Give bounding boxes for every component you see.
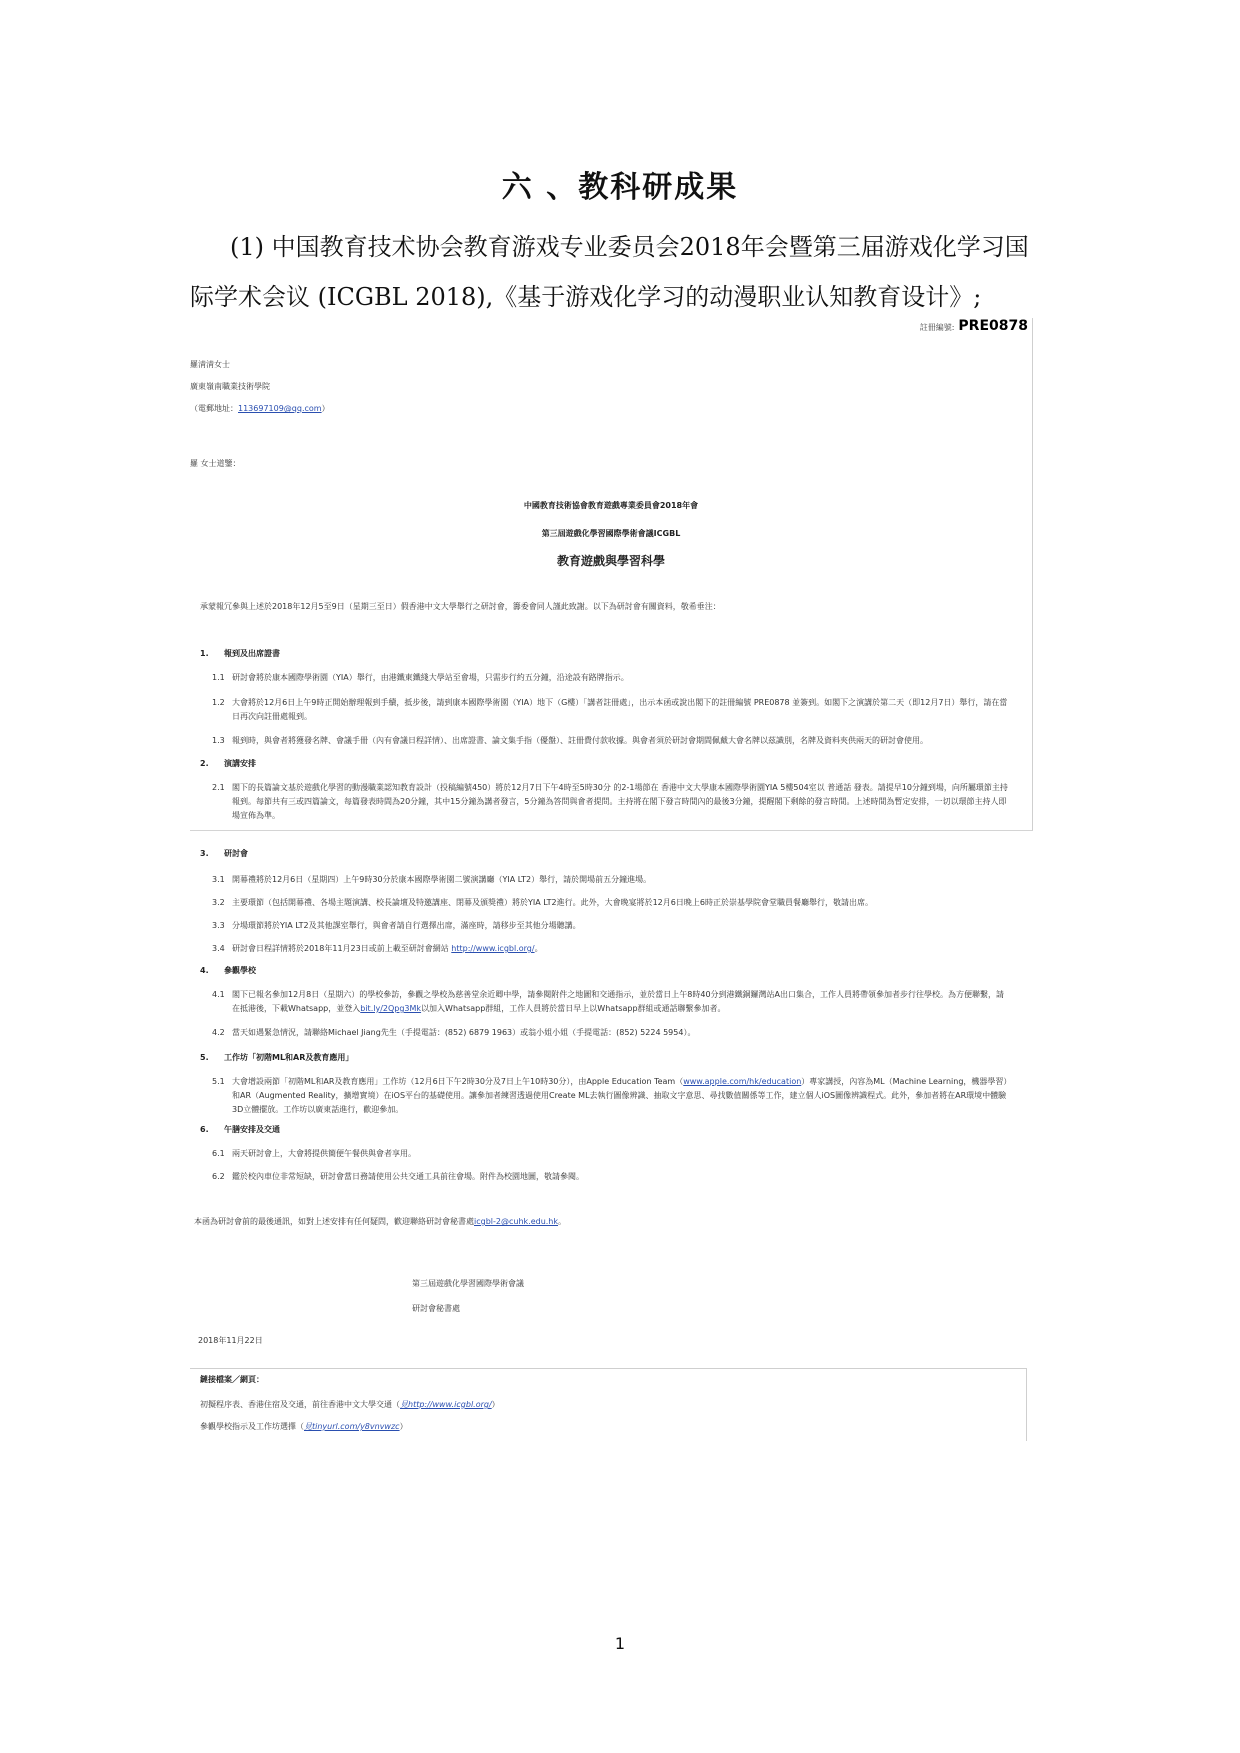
recipient-name: 羅淸淸女士 bbox=[190, 360, 230, 369]
section-heading bbox=[200, 1124, 1020, 1135]
item-number: 3.1 bbox=[212, 875, 225, 884]
item-text: 大會將於12月6日上午9時正開始辦理報到手續，抵步後，請到康本國際學術園（YIA）地下（G樓）「講者註冊處」，出示本函或說出閣下的註冊編號 PRE0878 並簽到。如閣下之演講於第二天（即12月7日）舉行，請在當日再次向註冊處報到。 bbox=[232, 698, 1008, 721]
item-text: 研討會將於康本國際學術園（YIA）舉行，由港鐵東鐵綫大學站至會場，只需步行約五分鐘，沿途設有路牌指示。 bbox=[232, 673, 629, 682]
item-number: 5.1 bbox=[212, 1077, 225, 1086]
recipient-email-link[interactable]: 113697109@qq.com bbox=[238, 404, 322, 413]
item-text: 開幕禮將於12月6日（星期四）上午9時30分於康本國際學術園二號演講廳（YIA LT2）舉行，請於開場前五分鐘進場。 bbox=[232, 875, 652, 884]
list-item bbox=[212, 896, 1012, 910]
intro-paragraph bbox=[190, 222, 1070, 322]
scanned-letter bbox=[190, 318, 1030, 1438]
item-text: 主要環節（包括開幕禮、各場主題演講、校長論壇及特邀講座、閉幕及頒獎禮）將於YIA LT2進行。此外，大會晚宴將於12月6日晚上6時正於崇基學院會堂職員餐廳舉行，敬請出席。 bbox=[232, 898, 873, 907]
link-text: 參觀學校指示及工作坊選擇（ bbox=[200, 1422, 304, 1431]
section-number: 6. bbox=[200, 1125, 209, 1134]
list-item bbox=[212, 671, 1012, 685]
list-item bbox=[212, 781, 1012, 823]
signature-dept: 研討會秘書處 bbox=[412, 1304, 460, 1313]
section-number: 4. bbox=[200, 966, 209, 975]
item-text: 鑑於校內車位非常短缺，研討會當日務請使用公共交通工具前往會場。附件為校園地圖，敬請參閱。 bbox=[232, 1172, 584, 1181]
list-item bbox=[212, 1075, 1012, 1117]
section-number: 2. bbox=[200, 759, 209, 768]
section-label: 工作坊「初階ML和AR及教育應用」 bbox=[224, 1053, 354, 1062]
section-heading bbox=[200, 758, 1020, 769]
list-item bbox=[212, 919, 1012, 933]
letter-heading-3: 教育遊戲與學習科學 bbox=[556, 554, 665, 568]
item-text-part: 大會增設兩節「初階ML和AR及教育應用」工作坊（12月6日下午2時30分及7日上午10時30分），由Apple Education Team（ bbox=[232, 1077, 684, 1086]
section-heading bbox=[200, 1052, 1020, 1063]
email-prefix: （電郵地址： bbox=[190, 404, 238, 413]
item-text bbox=[232, 988, 1010, 1016]
closing-text: 本函為研討會前的最後通訊，如對上述安排有任何疑問，歡迎聯絡研討會秘書處 bbox=[194, 1217, 474, 1226]
list-item bbox=[212, 1147, 1012, 1161]
link-end: ） bbox=[491, 1400, 500, 1409]
list-item bbox=[212, 734, 1012, 748]
apple-link[interactable]: www.apple.com/hk/education bbox=[683, 1077, 802, 1086]
links-heading: 鏈接檔案／網頁： bbox=[200, 1375, 264, 1384]
link-line-2 bbox=[200, 1421, 408, 1432]
item-text-end: 以加入Whatsapp群組，工作人員將於當日早上以Whatsapp群組或通話聯繫參加者。 bbox=[421, 1004, 726, 1013]
letter-heading-1: 中國教育技術協會教育遊戲專業委員會2018年會 bbox=[523, 501, 699, 510]
item-number: 3.3 bbox=[212, 921, 225, 930]
item-text: 當天如遇緊急情況，請聯絡Michael Jiang先生（手提電話：(852) 6879 1963）或翁小姐小姐（手提電話：(852) 5224 5954）。 bbox=[232, 1028, 696, 1037]
ref-label: 註冊編號: bbox=[919, 323, 955, 332]
website-link[interactable]: http://www.icgbl.org/ bbox=[451, 944, 535, 953]
recipient-org: 廣東嶺南職業技術學院 bbox=[190, 382, 270, 391]
recipient-block bbox=[190, 354, 330, 420]
letter-lead: 承蒙報冗參與上述於2018年12月5至9日（星期三至日）假香港中文大學舉行之研討會，籌委會同人謹此致謝。以下為研討會有關資料，敬希垂注： bbox=[200, 602, 721, 611]
item-text: 閣下的長篇論文基於遊戲化學習的動漫職業認知教育設計（投稿編號450）將於12月7日下午4時至5時30分 的2-1場節在 香港中文大學康本國際學術園YIA 5樓504室以 普通話 發表。請提早10分鐘到場，向所屬環節主持報到。每節共有三或四篇論文，每篇發表時間為20分鐘，其中15分鐘為講者發言，5分鐘為答問與會者提問。主持將在閣下發言時間內的最後3分鐘，提醒閣下剩餘的發言時間。上述時間為暫定安排，一切以環節主持人即場宣佈為準。 bbox=[232, 783, 1008, 820]
item-number: 2.1 bbox=[212, 783, 225, 792]
list-item bbox=[212, 873, 1012, 887]
recipient-email-line bbox=[190, 398, 330, 420]
section-label: 研討會 bbox=[224, 849, 248, 858]
item-text: 報到時，與會者將獲發名牌、會議手冊（內有會議日程詳情）、出席證書、論文集手指（優盤）、註冊費付款收據。與會者須於研討會期間佩戴大會名牌以茲識別，名牌及資料夾供兩天的研討會使用。 bbox=[232, 736, 928, 745]
item-text: 兩天研討會上，大會將提供簡便午餐供與會者享用。 bbox=[232, 1149, 416, 1158]
item-text bbox=[232, 942, 1010, 956]
item-number: 1.3 bbox=[212, 736, 225, 745]
list-item bbox=[212, 1170, 1012, 1184]
closing-end: 。 bbox=[558, 1217, 567, 1226]
signature-org: 第三屆遊戲化學習國際學術會議 bbox=[412, 1279, 524, 1288]
letter-date: 2018年11月22日 bbox=[198, 1336, 263, 1345]
intro-line-1: (1) 中国教育技术协会教育游戏专业委员会2018年会暨第三届游戏化学习国 bbox=[230, 233, 1029, 261]
item-number: 4.2 bbox=[212, 1028, 225, 1037]
link-line-1 bbox=[200, 1399, 500, 1410]
letter-heading-2: 第三屆遊戲化學習國際學術會議ICGBL bbox=[541, 529, 681, 538]
item-number: 4.1 bbox=[212, 990, 225, 999]
intro-line-2: 际学术会议 (ICGBL 2018),《基于游戏化学习的动漫职业认知教育设计》; bbox=[190, 283, 982, 311]
item-number: 1.2 bbox=[212, 698, 225, 707]
section-number: 1. bbox=[200, 649, 209, 658]
section-title: 六 、教科研成果 bbox=[501, 170, 739, 205]
ref-code: PRE0878 bbox=[958, 318, 1028, 334]
section-number: 3. bbox=[200, 849, 209, 858]
item-text-end: ）專家講授，內容為ML（Machine Learning，機器學習）和AR（Augmented Reality，擴增實境）在iOS平台的基礎使用。讓參加者練習透過使用Create ML去執行圖像辨識、抽取文字意思、尋找數值關係等工作，建立個人iOS圖像辨識程式。此外，參加者將在AR環境中體驗3D立體擺放。工作坊以廣東話進行，歡迎參加。 bbox=[232, 1077, 1008, 1114]
section-label: 演講安排 bbox=[224, 759, 256, 768]
list-item bbox=[212, 696, 1012, 724]
section-heading bbox=[200, 648, 1020, 659]
page-number: 1 bbox=[614, 1634, 626, 1653]
item-number: 3.4 bbox=[212, 944, 225, 953]
email-suffix: ） bbox=[321, 404, 330, 413]
list-item bbox=[212, 988, 1012, 1016]
section-heading bbox=[200, 848, 1020, 859]
closing-line bbox=[194, 1216, 566, 1227]
tinyurl-link[interactable]: 見tinyurl.com/y8vnvwzc bbox=[304, 1422, 400, 1431]
item-text-part: 閣下已報名參加12月8日（星期六）的學校參訪，參觀之學校為慈善堂余近卿中學，請參閱附件之地圖和交通指示，並於當日上午8時40分到港鐵銅鑼灣站A出口集合，工作人員將帶領參加者步行往學校。為方便聯繫，請在抵港後，下載Whatsapp，並登入 bbox=[232, 990, 1005, 1013]
item-number: 3.2 bbox=[212, 898, 225, 907]
list-item bbox=[212, 1026, 1012, 1040]
whatsapp-link[interactable]: bit.ly/2Qpg3Mk bbox=[360, 1004, 422, 1013]
list-item bbox=[212, 942, 1012, 956]
icgbl-link[interactable]: 見http://www.icgbl.org/ bbox=[400, 1400, 492, 1409]
greeting: 羅 女士道鑒： bbox=[190, 459, 241, 468]
section-heading bbox=[200, 965, 1020, 976]
item-text-end: 。 bbox=[534, 944, 543, 953]
section-label: 參觀學校 bbox=[224, 966, 256, 975]
link-end: ） bbox=[399, 1422, 408, 1431]
item-text: 分場環節將於YIA LT2及其他課室舉行，與會者請自行選擇出席，滿座時，請移步至其他分場聽講。 bbox=[232, 921, 581, 930]
secretariat-email-link[interactable]: icgbl-2@cuhk.edu.hk bbox=[474, 1217, 559, 1226]
section-label: 午膳安排及交通 bbox=[224, 1125, 280, 1134]
section-label: 報到及出席證書 bbox=[224, 649, 280, 658]
item-number: 6.2 bbox=[212, 1172, 225, 1181]
section-number: 5. bbox=[200, 1053, 209, 1062]
item-text-part: 研討會日程詳情將於2018年11月23日或前上載至研討會網站 bbox=[232, 944, 449, 953]
item-number: 6.1 bbox=[212, 1149, 225, 1158]
link-text: 初擬程序表、香港住宿及交通，前往香港中文大學交通（ bbox=[200, 1400, 400, 1409]
item-text bbox=[232, 1075, 1010, 1117]
item-number: 1.1 bbox=[212, 673, 225, 682]
registration-number bbox=[920, 318, 1028, 334]
